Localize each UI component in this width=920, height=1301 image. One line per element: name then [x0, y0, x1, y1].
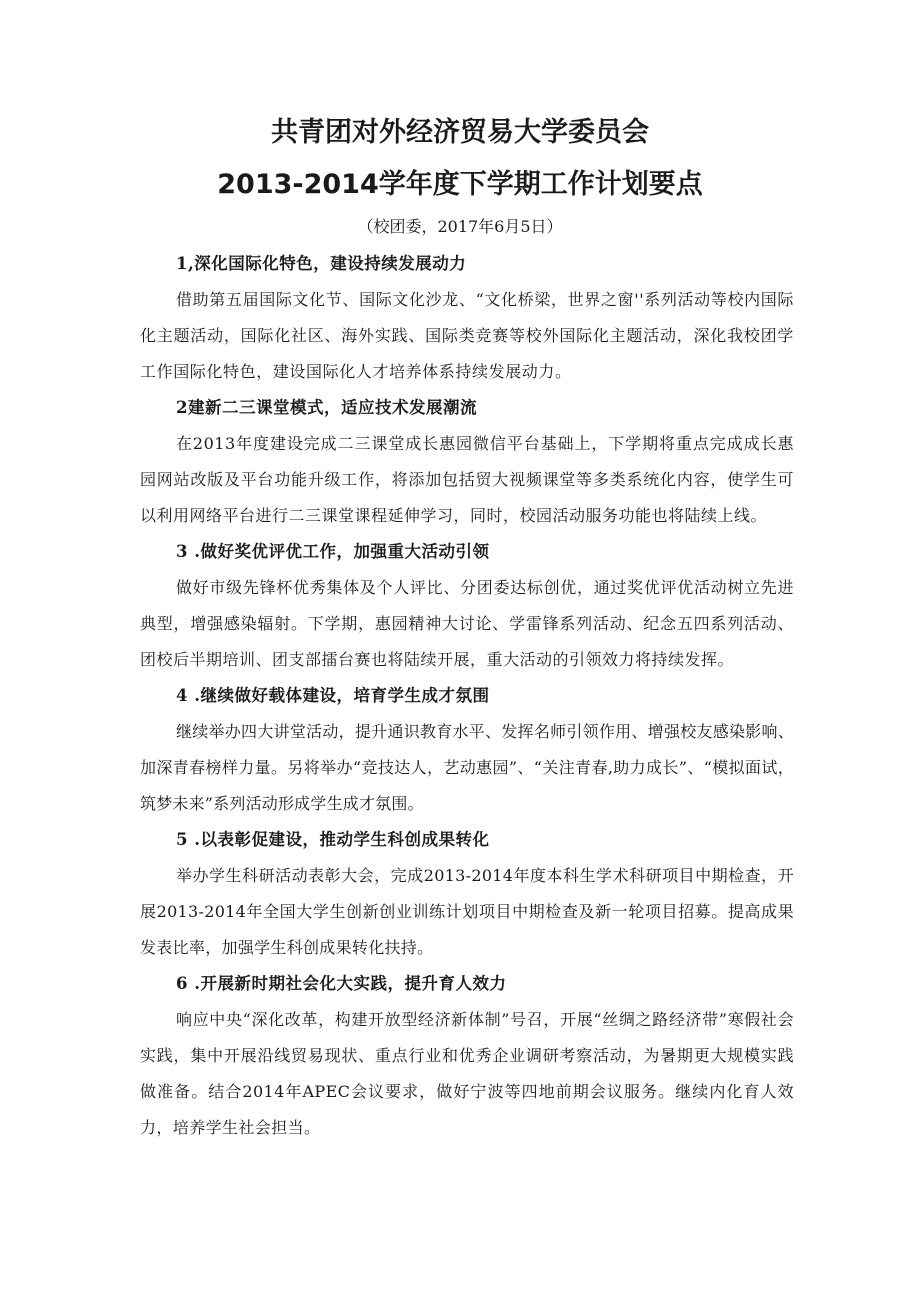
document-title-line2: 2013-2014学年度下学期工作计划要点	[217, 169, 703, 200]
section-heading: 2建新二三课堂模式，适应技术发展潮流	[176, 398, 477, 417]
section-4	[140, 678, 794, 822]
section-heading: 4 .继续做好载体建设，培育学生成才氛围	[176, 686, 490, 705]
section-heading: 3 .做好奖优评优工作，加强重大活动引领	[176, 542, 490, 561]
section-heading: 1,深化国际化特色，建设持续发展动力	[176, 254, 467, 273]
section-paragraph: 做好市级先锋杯优秀集体及个人评比、分团委达标创优，通过奖优评优活动树立先进典型，增强感染辐射。下学期，惠园精神大讨论、学雷锋系列活动、纪念五四系列活动、团校后半期培训、团支部擂台赛也将陆续开展，重大活动的引领效力将持续发挥。	[140, 578, 794, 669]
section-paragraph: 继续举办四大讲堂活动，提升通识教育水平、发挥名师引领作用、增强校友感染影响、加深青春榜样力量。另将举办“竞技达人，艺动惠园”、“关注青春,助力成长”、“模拟面试，筑梦未来”系列活动形成学生成才氛围。	[140, 722, 794, 813]
section-paragraph: 响应中央“深化改革，构建开放型经济新体制”号召，开展“丝绸之路经济带”寒假社会实践，集中开展沿线贸易现状、重点行业和优秀企业调研考察活动，为暑期更大规模实践做准备。结合2014年APEC会议要求，做好宁波等四地前期会议服务。继续内化育人效力，培养学生社会担当。	[140, 1010, 794, 1137]
section-heading: 6 .开展新时期社会化大实践，提升育人效力	[176, 974, 507, 993]
document-body	[140, 246, 794, 1146]
section-paragraph: 举办学生科研活动表彰大会，完成2013-2014年度本科生学术科研项目中期检查，开展2013-2014年全国大学生创新创业训练计划项目中期检查及新一轮项目招募。提高成果发表比率，加强学生科创成果转化扶持。	[140, 866, 794, 957]
document-title-line1: 共青团对外经济贸易大学委员会	[271, 117, 649, 148]
section-3	[140, 534, 794, 678]
document-date: （校团委，2017年6月5日）	[357, 217, 563, 236]
section-2	[140, 390, 794, 534]
section-5	[140, 822, 794, 966]
section-6	[140, 966, 794, 1146]
section-paragraph: 在2013年度建设完成二三课堂成长惠园微信平台基础上，下学期将重点完成成长惠园网站改版及平台功能升级工作，将添加包括贸大视频课堂等多类系统化内容，使学生可以利用网络平台进行二三课堂课程延伸学习，同时，校园活动服务功能也将陆续上线。	[140, 434, 794, 525]
section-paragraph: 借助第五届国际文化节、国际文化沙龙、“文化桥梁，世界之窗''系列活动等校内国际化主题活动，国际化社区、海外实践、国际类竞赛等校外国际化主题活动，深化我校团学工作国际化特色，建设国际化人才培养体系持续发展动力。	[140, 290, 794, 381]
section-1	[140, 246, 794, 390]
section-heading: 5 .以表彰促建设，推动学生科创成果转化	[176, 830, 490, 849]
